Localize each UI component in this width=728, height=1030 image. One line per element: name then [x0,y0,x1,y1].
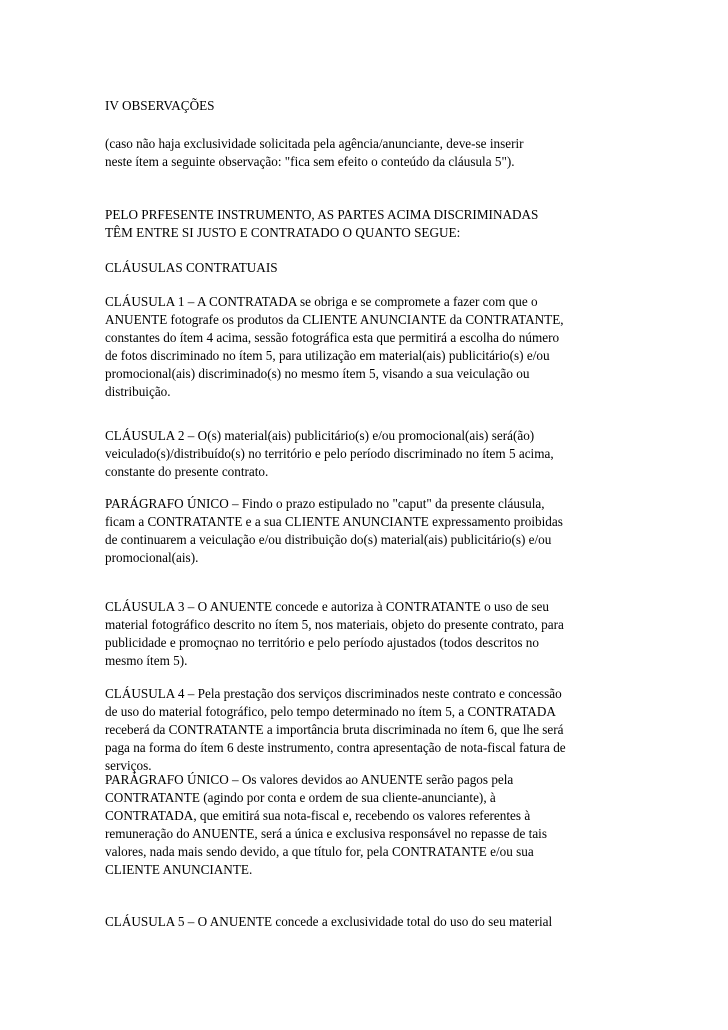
text-line: distribuição. [105,384,171,399]
text-line: paga na forma do ítem 6 deste instrumento, contra apresentação de nota-fiscal fatura de [105,740,566,755]
text-line: constante do presente contrato. [105,464,269,479]
text-line: PELO PRFESENTE INSTRUMENTO, AS PARTES ACIMA DISCRIMINADAS [105,207,539,222]
text-line: mesmo ítem 5). [105,653,188,668]
text-line: (caso não haja exclusividade solicitada pela agência/anunciante, deve-se inserir [105,136,524,151]
text-line: ANUENTE fotografe os produtos da CLIENTE ANUNCIANTE da CONTRATANTE, [105,312,564,327]
text-line: CONTRATADA, que emitirá sua nota-fiscal e, recebendo os valores referentes à [105,808,531,823]
text-line: publicidade e promoçnao no território e pelo período ajustados (todos descritos no [105,635,539,650]
text-line: CLIENTE ANUNCIANTE. [105,862,253,877]
text-line: PARÁGRAFO ÚNICO – Os valores devidos ao ANUENTE serão pagos pela [105,772,514,787]
clausula-4-paragrafo-unico [105,771,625,879]
text-line: neste ítem a seguinte observação: "fica sem efeito o conteúdo da cláusula 5"). [105,154,515,169]
text-line: promocional(ais). [105,550,199,565]
text-line: CLÁUSULAS CONTRATUAIS [105,260,278,275]
text-line: IV OBSERVAÇÕES [105,98,215,113]
text-line: veiculado(s)/distribuído(s) no território e pelo período discriminado no ítem 5 acima, [105,446,554,461]
text-line: CONTRATANTE (agindo por conta e ordem de sua cliente-anunciante), à [105,790,496,805]
text-line: CLÁUSULA 3 – O ANUENTE concede e autoriza à CONTRATANTE o uso de seu [105,599,549,614]
text-line: CLÁUSULA 2 – O(s) material(ais) publicitário(s) e/ou promocional(ais) será(ão) [105,428,535,443]
clausula-3 [105,598,625,670]
text-line: TÊM ENTRE SI JUSTO E CONTRATADO O QUANTO SEGUE: [105,225,461,240]
text-line: CLÁUSULA 4 – Pela prestação dos serviços discriminados neste contrato e concessão [105,686,562,701]
clausula-2 [105,427,625,481]
text-line: CLÁUSULA 1 – A CONTRATADA se obriga e se compromete a fazer com que o [105,294,538,309]
clausula-1 [105,293,625,401]
text-line: promocional(ais) discriminado(s) no mesmo ítem 5, visando a sua veiculação ou [105,366,530,381]
text-line: de continuarem a veiculação e/ou distribuição do(s) material(ais) publicitário(s) e/ou [105,532,552,547]
observacoes-note [105,135,625,171]
clausula-5 [105,913,625,931]
text-line: serviços. [105,758,152,773]
observacoes-heading [105,97,625,115]
clausulas-heading [105,259,625,277]
preamble [105,206,625,242]
text-line: constantes do ítem 4 acima, sessão fotográfica esta que permitirá a escolha do número [105,330,560,345]
clausula-2-paragrafo-unico [105,495,625,567]
text-line: ficam a CONTRATANTE e a sua CLIENTE ANUNCIANTE expressamento proibidas [105,514,563,529]
text-line: PARÁGRAFO ÚNICO – Findo o prazo estipulado no "caput" da presente cláusula, [105,496,545,511]
text-line: receberá da CONTRATANTE a importância bruta discriminada no ítem 6, que lhe será [105,722,564,737]
text-line: de fotos discriminado no ítem 5, para utilização em material(ais) publicitário(s) e/ou [105,348,550,363]
text-line: material fotográfico descrito no ítem 5, nos materiais, objeto do presente contrato, para [105,617,564,632]
text-line: valores, nada mais sendo devido, a que título for, pela CONTRATANTE e/ou sua [105,844,534,859]
text-line: de uso do material fotográfico, pelo tempo determinado no ítem 5, a CONTRATADA [105,704,556,719]
text-line: remuneração do ANUENTE, será a única e exclusiva responsável no repasse de tais [105,826,547,841]
text-line: CLÁUSULA 5 – O ANUENTE concede a exclusividade total do uso do seu material [105,914,553,929]
clausula-4 [105,685,625,775]
